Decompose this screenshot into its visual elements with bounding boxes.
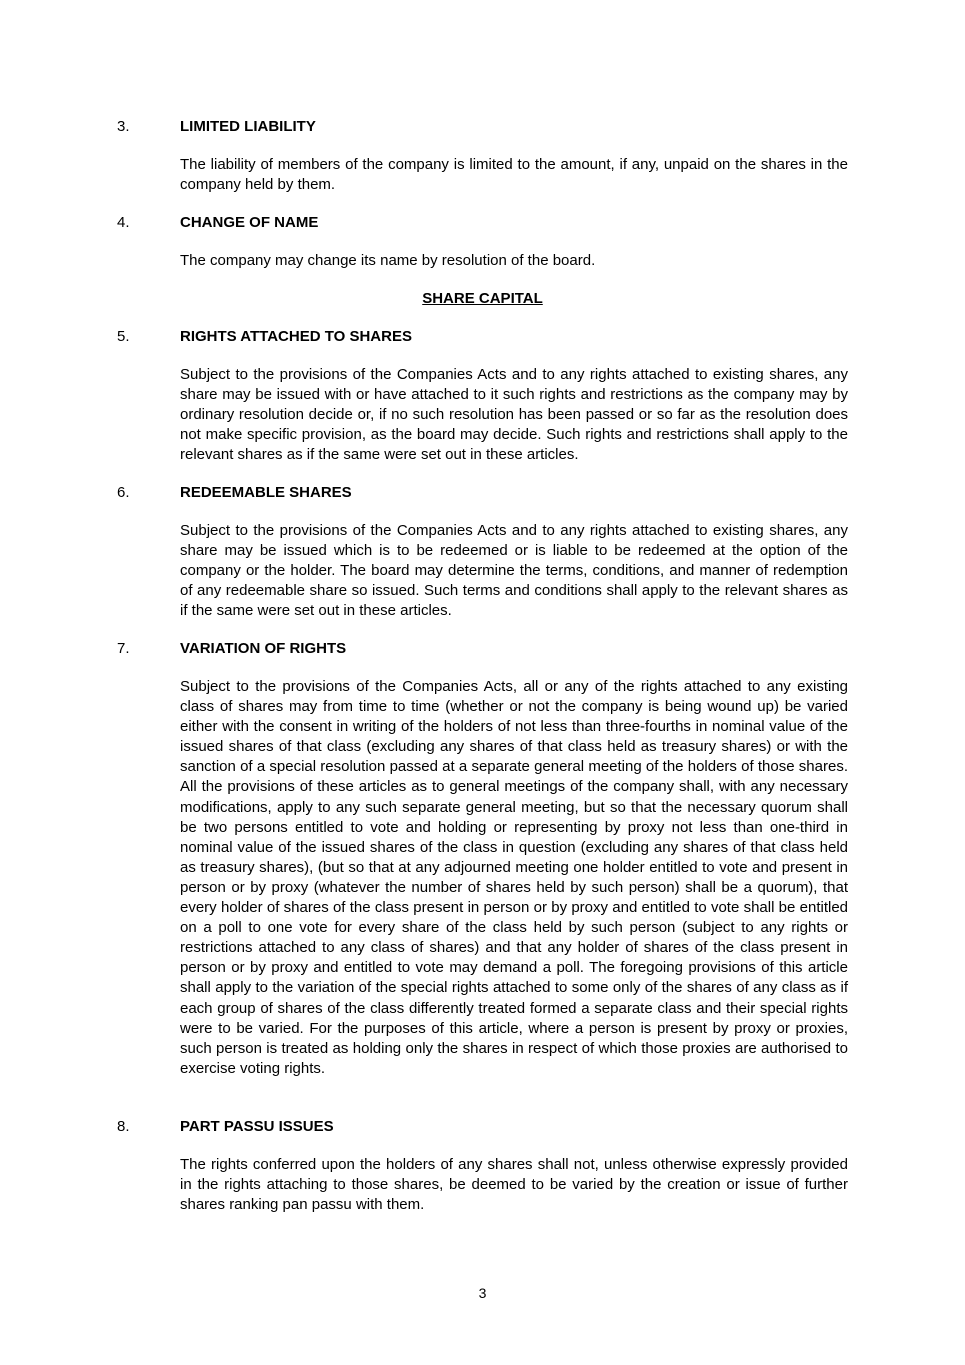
- section-title: REDEEMABLE SHARES: [180, 484, 352, 501]
- section-title: RIGHTS ATTACHED TO SHARES: [180, 328, 412, 345]
- section-body-rights-attached: Subject to the provisions of the Companies Acts and to any rights attached to existing shares, any share may be issued with or have attached to it such rights and restrictions as the company may by ordinary resolution decide or, if no such resolution has been passed or so far as the resolution does not make specific provision, as the board may decide. Such rights and restrictions shall apply to the relevant shares as if the same were set out in these articles.: [180, 366, 848, 464]
- section-body-change-of-name: The company may change its name by resolution of the board.: [180, 252, 596, 269]
- section-body-variation-of-rights: Subject to the provisions of the Companies Acts, all or any of the rights attached to any existing class of shares may from time to time (whether or not the company is being wound up) be varied either with the consent in writing of the holders of not less than three-fourths in nominal value of the issued shares of that class (excluding any shares of that class held as treasury shares) or with the sanction of a special resolution passed at a separate general meeting of the holders of those shares. All the provisions of these articles as to general meetings of the company shall, with any necessary modifications, apply to any such separate general meeting, but so that the necessary quorum shall be two persons entitled to vote and holding or representing by proxy not less than one-third in nominal value of the issued shares of the class in question (excluding any shares of that class held as treasury shares), (but so that at any adjourned meeting one holder entitled to vote and present in person or by proxy (whatever the number of shares held by such person) shall be a quorum), that every holder of shares of the class present in person or by proxy and entitled to vote shall be entitled on a poll to one vote for every share of the class held by such person (subject to any rights or restrictions attached to any class of shares) and that any holder of shares of the class present in person or by proxy and entitled to vote may demand a poll. The foregoing provisions of this article shall apply to the variation of the special rights attached to some only of the shares of any class as if each group of shares of the class differently treated formed a separate class and their special rights were to be varied. For the purposes of this article, where a person is present by proxy or proxies, such person is treated as holding only the shares in respect of which those proxies are authorised to exercise voting rights.: [180, 678, 848, 1077]
- section-title: LIMITED LIABILITY: [180, 118, 316, 135]
- section-number: 7.: [117, 640, 130, 657]
- section-title: CHANGE OF NAME: [180, 214, 319, 231]
- section-number: 4.: [117, 214, 130, 231]
- section-body-redeemable-shares: Subject to the provisions of the Companies Acts and to any rights attached to existing shares, any share may be issued which is to be redeemed or is liable to be redeemed at the option of the company or the holder. The board may determine the terms, conditions, and manner of redemption of any redeemable share so issued. Such terms and conditions shall apply to the relevant shares as if the same were set out in these articles.: [180, 522, 848, 620]
- section-body-part-passu-issues: The rights conferred upon the holders of any shares shall not, unless otherwise expressly provided in the rights attaching to those shares, be deemed to be varied by the creation or issue of further shares ranking pan passu with them.: [180, 1156, 848, 1214]
- section-number: 6.: [117, 484, 130, 501]
- section-number: 8.: [117, 1118, 130, 1135]
- part-heading-share-capital: SHARE CAPITAL: [422, 290, 543, 307]
- section-title: PART PASSU ISSUES: [180, 1118, 334, 1135]
- section-title: VARIATION OF RIGHTS: [180, 640, 347, 657]
- section-number: 3.: [117, 118, 130, 135]
- page-number: 3: [478, 1285, 487, 1301]
- section-body-limited-liability: The liability of members of the company is limited to the amount, if any, unpaid on the shares in the company held by them.: [180, 156, 848, 194]
- section-number: 5.: [117, 328, 130, 345]
